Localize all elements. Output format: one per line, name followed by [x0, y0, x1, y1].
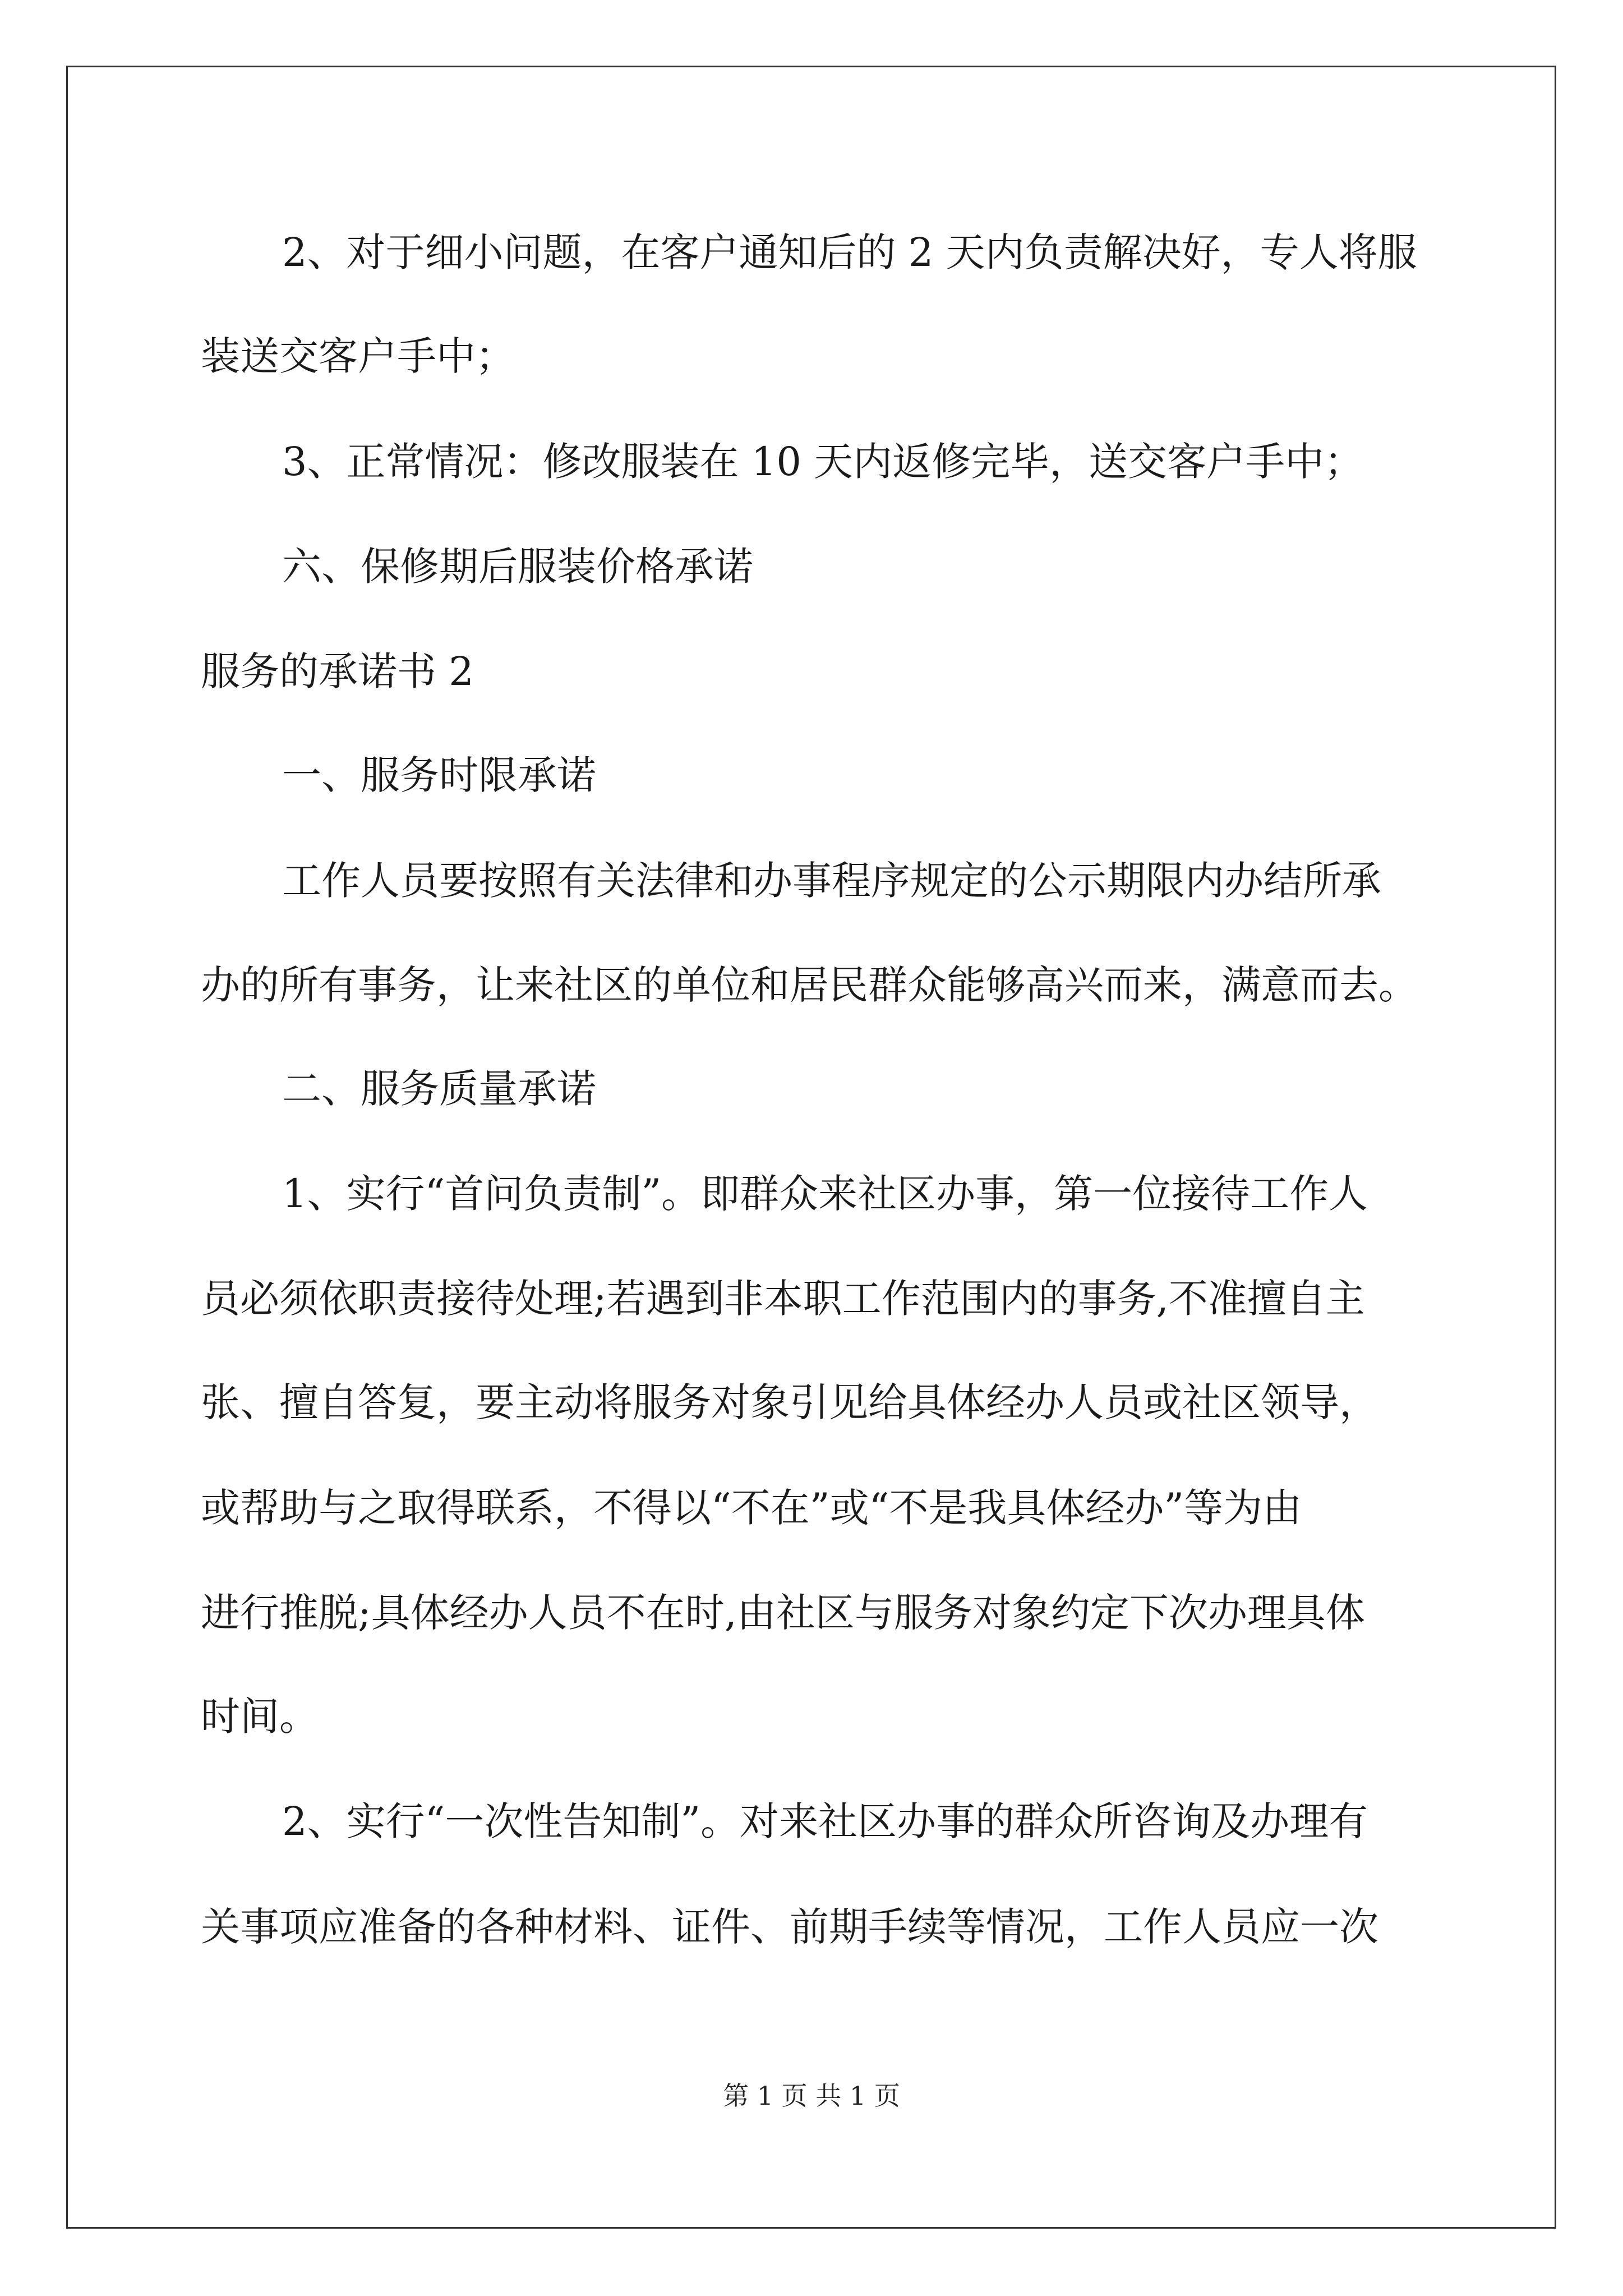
paragraph-line: 装送交客户手中； — [201, 333, 515, 379]
paragraph-line: 张、擅自答复，要主动将服务对象引见给具体经办人员或社区领导， — [201, 1379, 1378, 1425]
paragraph-line: 3、正常情况：修改服装在 10 天内返修完毕，送交客户手中； — [282, 439, 1364, 485]
paragraph-line: 时间。 — [201, 1694, 319, 1740]
section-heading: 一、服务时限承诺 — [282, 752, 596, 798]
document-title: 服务的承诺书 2 — [201, 648, 474, 694]
section-heading: 二、服务质量承诺 — [282, 1066, 596, 1112]
paragraph-line: 办的所有事务，让来社区的单位和居民群众能够高兴而来，满意而去。 — [201, 962, 1418, 1008]
paragraph-line: 进行推脱;具体经办人员不在时,由社区与服务对象约定下次办理具体 — [201, 1590, 1365, 1636]
paragraph-line: 或帮助与之取得联系，不得以“不在”或“不是我具体经办”等为由 — [201, 1485, 1302, 1531]
paragraph-line: 工作人员要按照有关法律和办事程序规定的公示期限内办结所承 — [282, 858, 1381, 904]
paragraph-line: 1、实行“首问负责制”。即群众来社区办事，第一位接待工作人 — [282, 1171, 1368, 1217]
paragraph-line: 2、对于细小问题，在客户通知后的 2 天内负责解决好，专人将服 — [282, 229, 1417, 275]
paragraph-line: 2、实行“一次性告知制”。对来社区办事的群众所咨询及办理有 — [282, 1798, 1368, 1844]
page-number-footer: 第 1 页 共 1 页 — [723, 2081, 900, 2111]
paragraph-line: 关事项应准备的各种材料、证件、前期手续等情况，工作人员应一次 — [201, 1904, 1378, 1950]
paragraph-line: 员必须依职责接待处理;若遇到非本职工作范围内的事务,不准擅自主 — [201, 1276, 1365, 1322]
section-heading: 六、保修期后服装价格承诺 — [282, 544, 753, 590]
